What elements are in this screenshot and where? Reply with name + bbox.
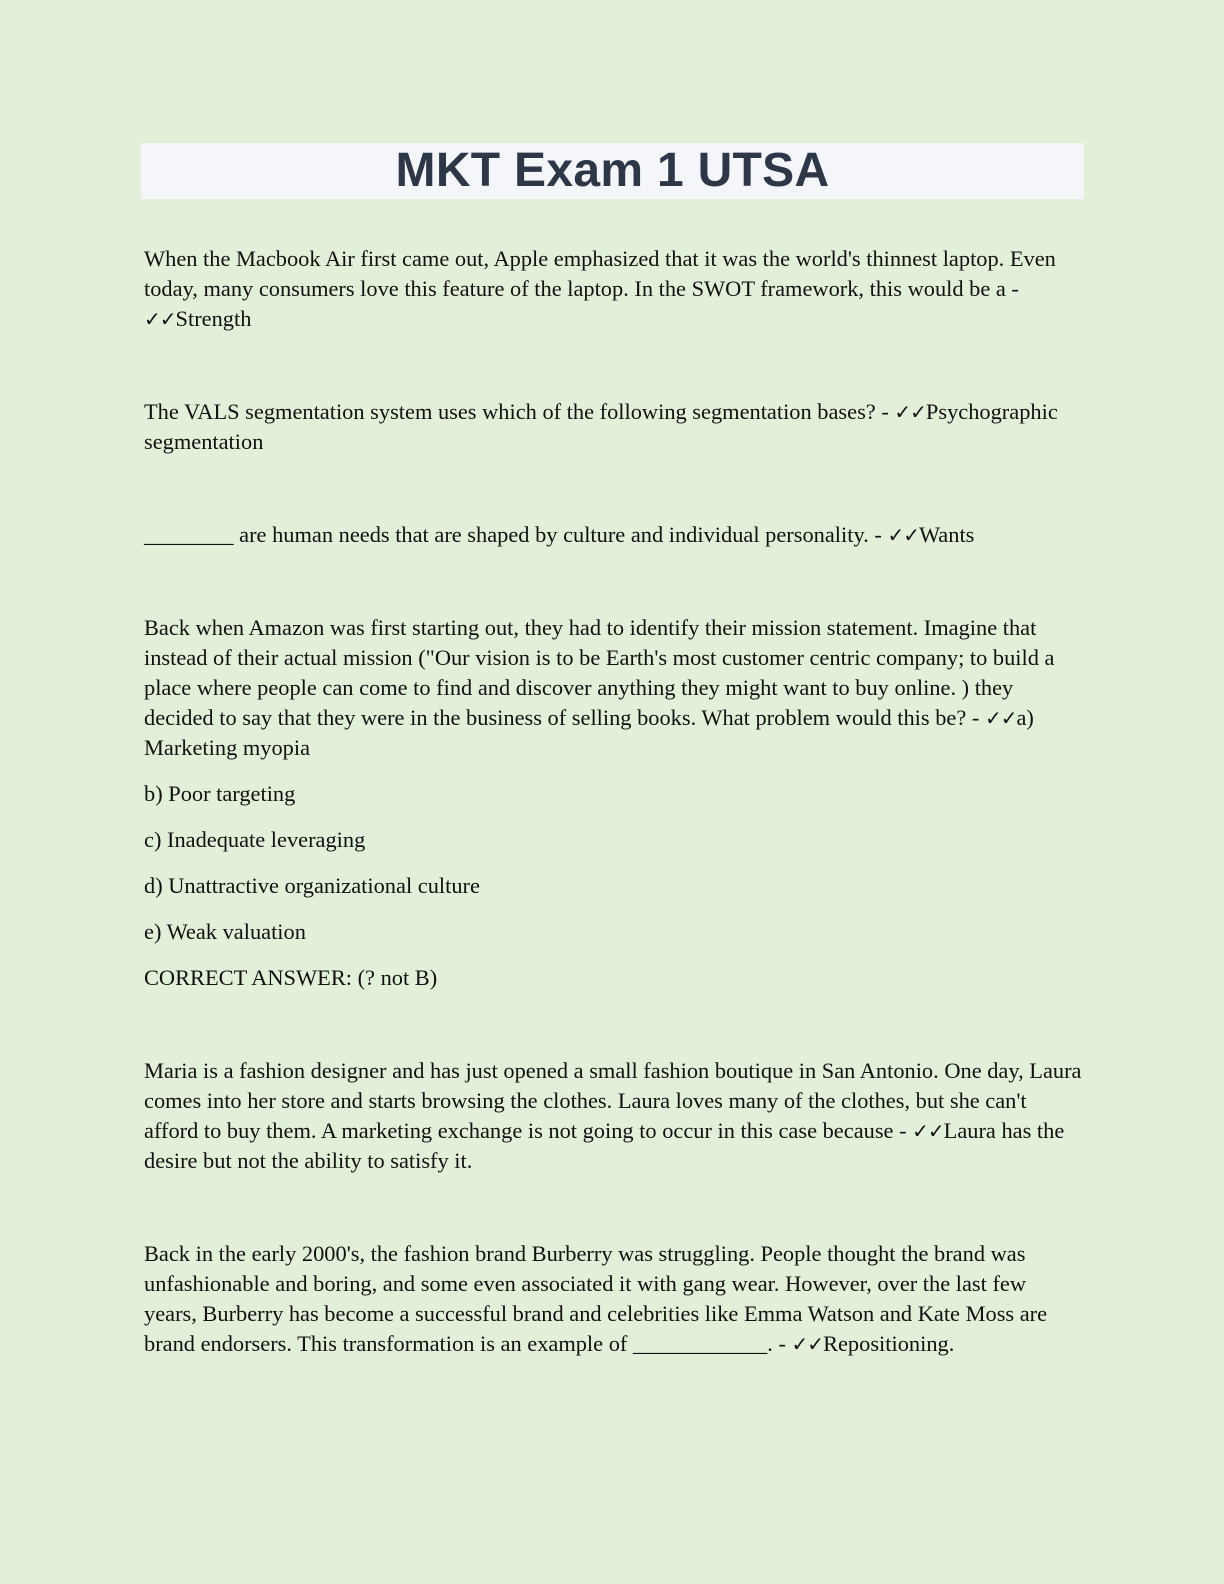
- option-b: b) Poor targeting: [144, 781, 296, 806]
- question-prompt: The VALS segmentation system uses which of the following segmentation bases? -: [144, 399, 889, 424]
- answer-text: Repositioning.: [823, 1331, 955, 1356]
- answer-text: a) Marketing myopia: [144, 705, 1034, 760]
- question-prompt: Maria is a fashion designer and has just opened a small fashion boutique in San Antonio. One day, Laura comes into her store and starts browsing the clothes. Laura loves many of the clothes, but she can't afford to buy them. A marketing exchange is not going to occur in this case because -: [144, 1058, 1082, 1143]
- double-check-icon: ✓✓: [912, 1119, 944, 1143]
- option-d: d) Unattractive organizational culture: [144, 873, 480, 898]
- double-check-icon: ✓✓: [144, 307, 176, 331]
- double-check-icon: ✓✓: [887, 523, 919, 547]
- page-title: MKT Exam 1 UTSA: [395, 144, 830, 197]
- double-check-icon: ✓✓: [894, 400, 926, 424]
- question-text: [144, 397, 1084, 457]
- question-2: [144, 397, 1084, 457]
- question-prompt: Back when Amazon was first starting out, they had to identify their mission statement. Imagine that instead of their actual mission ("Our vision is to be Earth's most customer centric company; to build a place where people can come to find and discover anything they might want to buy online. ) they decided to say that they were in the business of selling books. What problem would this be? -: [144, 615, 1055, 730]
- question-prompt: When the Macbook Air first came out, Apple emphasized that it was the world's thinnest laptop. Even today, many consumers love this feature of the laptop. In the SWOT framework, this would be a -: [144, 246, 1056, 301]
- double-check-icon: ✓✓: [984, 706, 1017, 730]
- question-text: [144, 613, 1084, 763]
- question-prompt: Back in the early 2000's, the fashion brand Burberry was struggling. People thought the brand was unfashionable and boring, and some even associated it with gang wear. However, over the last few years, Burberry has become a successful brand and celebrities like Emma Watson and Kate Moss are brand endorsers. This transformation is an example of ____________. -: [144, 1241, 1048, 1356]
- answer-text: Psychographic segmentation: [144, 399, 1058, 454]
- title-band: [141, 143, 1084, 199]
- question-3: [144, 520, 1084, 550]
- question-5: [144, 1056, 1084, 1176]
- question-text: [144, 1056, 1084, 1176]
- correct-answer-note: CORRECT ANSWER: (? not B): [144, 965, 438, 990]
- option-e: e) Weak valuation: [144, 919, 306, 944]
- question-text: [144, 1239, 1084, 1359]
- question-list: [144, 244, 1084, 1422]
- question-prompt: ________ are human needs that are shaped by culture and individual personality. -: [144, 522, 882, 547]
- double-check-icon: ✓✓: [791, 1332, 824, 1356]
- question-text: [144, 244, 1084, 334]
- answer-text: Laura has the desire but not the ability to satisfy it.: [144, 1118, 1065, 1173]
- question-text: [144, 520, 1084, 550]
- question-1: [144, 244, 1084, 334]
- answer-text: Wants: [918, 522, 975, 547]
- question-4: [144, 613, 1084, 993]
- question-6: [144, 1239, 1084, 1359]
- answer-text: Strength: [175, 306, 252, 331]
- option-c: c) Inadequate leveraging: [144, 827, 366, 852]
